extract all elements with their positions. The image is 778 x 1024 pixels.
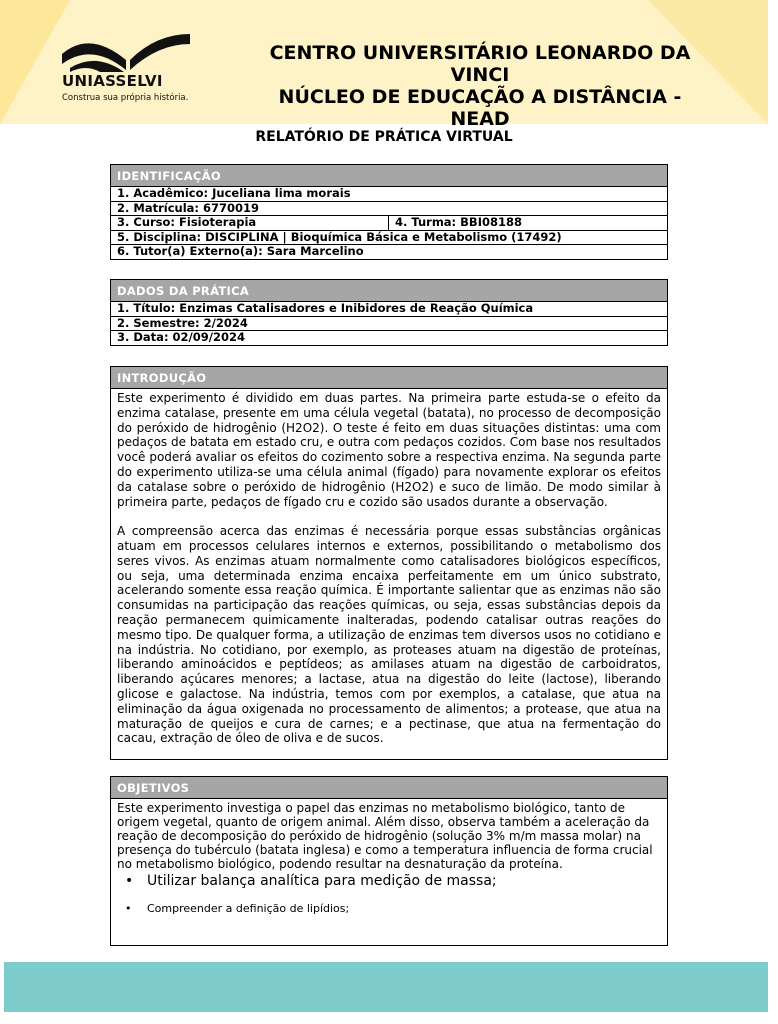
semestre-row: 2. Semestre: 2/2024 (111, 317, 667, 332)
bullet-icon: • (125, 902, 132, 915)
matricula-row: 2. Matrícula: 6770019 (111, 202, 667, 217)
identificacao-heading: IDENTIFICAÇÃO (111, 165, 667, 187)
identificacao-box (110, 164, 668, 260)
disciplina-row: 5. Disciplina: DISCIPLINA | Bioquímica Básica e Metabolismo (17492) (111, 231, 667, 246)
list-item (125, 901, 661, 917)
institution-title (182, 42, 778, 130)
footer-band (4, 962, 768, 1012)
dados-box (110, 279, 668, 346)
dados-heading: DADOS DA PRÁTICA (111, 280, 667, 302)
introducao-body (111, 389, 667, 746)
curso-cell: 3. Curso: Fisioterapia (111, 216, 389, 230)
objetivos-list (117, 871, 661, 917)
data-row: 3. Data: 02/09/2024 (117, 330, 245, 344)
header-line-2: VINCI (450, 64, 510, 86)
logo-book-icon (60, 30, 195, 74)
report-title: RELATÓRIO DE PRÁTICA VIRTUAL (255, 129, 513, 145)
header-line-3: NÚCLEO DE EDUCAÇÃO A DISTÂNCIA - (278, 86, 682, 108)
objetivos-heading: OBJETIVOS (111, 777, 667, 799)
objetivo-2: Compreender a definição de lipídios; (147, 902, 350, 915)
titulo-row: 1. Título: Enzimas Catalisadores e Inibidores de Reação Química (111, 302, 667, 317)
logo-name: UNIASSELVI (62, 72, 163, 90)
objetivo-1: Utilizar balança analítica para medição de massa; (147, 873, 497, 889)
objetivos-body (111, 799, 667, 917)
uniasselvi-logo (60, 30, 195, 105)
introducao-box (110, 366, 668, 760)
curso-turma-row (111, 216, 667, 231)
bullet-icon: • (125, 873, 134, 889)
tutor-row: 6. Tutor(a) Externo(a): Sara Marcelino (117, 244, 364, 258)
introducao-paragraph-1: Este experimento é dividido em duas partes. Na primeira parte estuda-se o efeito da enzima catalase, presente em uma célula vegetal (batata), no processo de decomposição do peróxido de hidrogênio (H2O2). O teste é feito em duas situações distintas: uma com pedaços de batata em estado cru, e outra com pedaços cozidos. Com base nos resultados você poderá avaliar os efeitos do cozimento sobre a respectiva enzima. Na segunda parte do experimento utiliza-se uma célula animal (fígado) para novamente explorar os efeitos da catalase sobre o peróxido de hidrogênio (H2O2) e suco de limão. De modo similar à primeira parte, pedaços de fígado cru e cozido são usados durante a observação. (117, 391, 661, 509)
introducao-paragraph-2: A compreensão acerca das enzimas é necessária porque essas substâncias orgânicas atuam em processos celulares internos e externos, possibilitando o metabolismo dos seres vivos. As enzimas atuam normalmente como catalisadores biológicos específicos, ou seja, uma determinada enzima encaixa perfeitamente em um único substrato, acelerando somente essa reação química. É importante salientar que as enzimas não são consumidas na participação das reações químicas, ou seja, essas substâncias depois da reação permanecem quimicamente inalteradas, podendo catalisar outras reações do mesmo tipo. De qualquer forma, a utilização de enzimas tem diversos usos no cotidiano e na indústria. No cotidiano, por exemplo, as proteases atuam na digestão de proteínas, liberando aminoácidos e peptídeos; as amilases atuam na digestão de carboidratos, liberando açúcares menores; a lactase, atua na digestão do leite (lactose), liberando glicose e galactose. Na indústria, temos com por exemplos, a catalase, que atua na eliminação da água oxigenada no processamento de alimentos; a protease, que atua na maturação de queijos e cura de carnes; e a pectinase, que atua na fermentação do cacau, extração de óleo de oliva e de sucos. (117, 524, 661, 746)
logo-tagline: Construa sua própria história. (62, 93, 189, 103)
header-line-4: NEAD (450, 108, 510, 130)
list-item (125, 871, 661, 891)
objetivos-paragraph: Este experimento investiga o papel das enzimas no metabolismo biológico, tanto de origem vegetal, quanto de origem animal. Além disso, observa também a aceleração da reação de decomposição do peróxido de hidrogênio (solução 3% m/m massa molar) na presença do tubérculo (batata inglesa) e como a temperatura influencia de forma crucial no metabolismo biológico, podendo resultar na desnaturação da proteína. (117, 801, 653, 871)
academico-row: 1. Acadêmico: Juceliana lima morais (111, 187, 667, 202)
header-line-1: CENTRO UNIVERSITÁRIO LEONARDO DA (269, 42, 691, 64)
turma-cell: 4. Turma: BBI08188 (395, 215, 522, 229)
introducao-heading: INTRODUÇÃO (111, 367, 667, 389)
objetivos-box (110, 776, 668, 946)
